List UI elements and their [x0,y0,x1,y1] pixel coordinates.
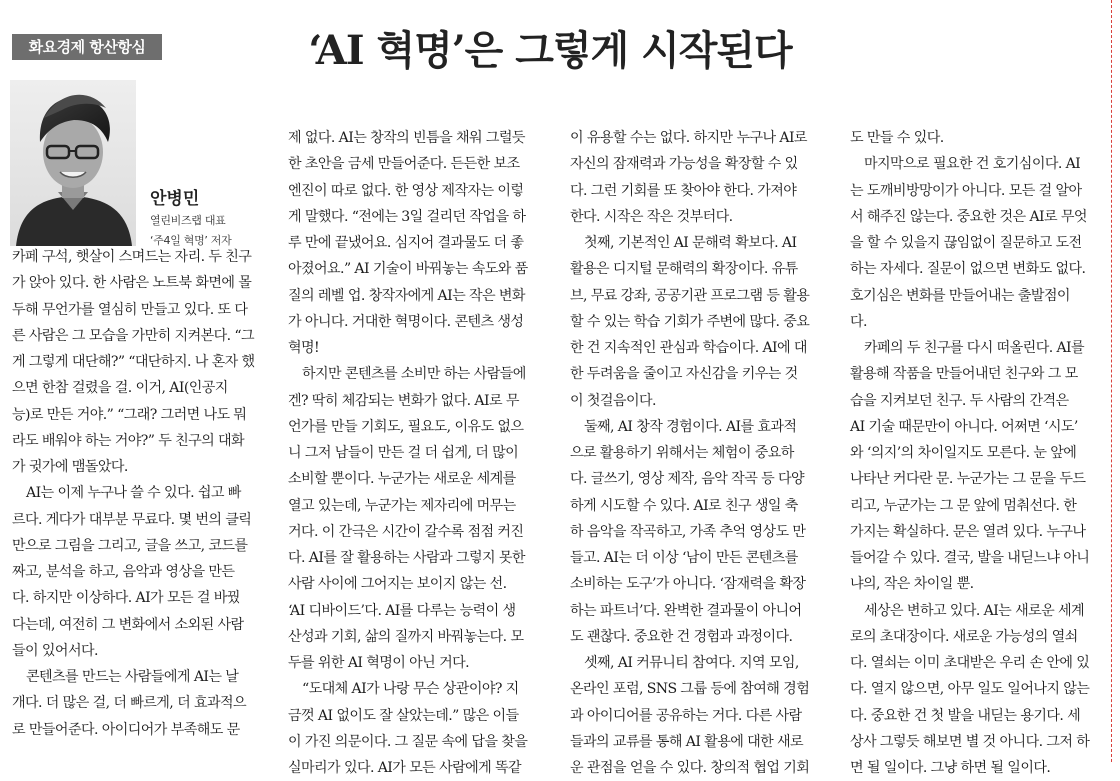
text-line: 능)로 만든 거야.” “그래? 그러면 나도 뭐 [12,406,247,423]
text-line: 거다. 이 간극은 시간이 갈수록 점점 커진 [288,523,524,540]
text-line: 하지만 콘텐츠를 소비만 하는 사람들에 [302,366,526,383]
text-line: 둘째, AI 창작 경험이다. AI를 효과적 [584,418,797,435]
text-line: “도대체 AI가 나랑 무슨 상관이야? 지 [302,681,519,698]
text-line: 는 도깨비방망이가 아니다. 모든 걸 알아 [850,182,1082,199]
text-line: 세상은 변하고 있다. AI는 새로운 세계 [864,602,1085,619]
text-line: 만으로 그림을 그리고, 글을 쓰고, 코드를 [12,537,248,554]
text-line: 과 아이디어를 공유하는 거다. 다른 사람 [570,707,802,724]
text-line: 한다. 시작은 작은 것부터다. [570,208,733,225]
text-line: 도 괜찮다. 중요한 건 경험과 과정이다. [570,628,793,645]
text-line: 다. 하지만 이상하다. AI가 모든 걸 바꿨 [12,590,240,607]
text-line: 들고. AI는 더 이상 ‘남이 만든 콘텐츠를 [570,550,798,566]
text-line: 으로 활용하기 위해서는 체험이 중요하 [570,445,794,461]
text-line: 니 그저 남들이 만든 걸 더 쉽게, 더 많이 [288,445,519,461]
text-line: 하는 자세다. 질문이 없으면 변화도 없다. [850,261,1086,278]
text-line: 게 그렇게 대단해?” “대단하지. 나 혼자 했 [12,354,255,370]
text-line: 다. 열지 않으면, 아무 일도 일어나지 않는 [850,681,1090,698]
text-line: 온라인 포럼, SNS 그룹 등에 참여해 경험 [570,681,810,698]
text-line: 겐? 딱히 체감되는 변화가 없다. AI로 무 [288,392,519,409]
text-line: 짜고, 분석을 하고, 음악과 영상을 만든 [12,564,235,580]
text-line: ‘AI 디바이드’다. AI를 다루는 능력이 생 [288,602,516,619]
text-line: 실마리가 있다. AI가 모든 사람에게 똑같 [288,760,522,776]
text-line: 들이 있어서다. [12,642,98,659]
text-line: 다. [850,313,867,330]
article-column-2 [288,125,550,776]
article-column-3 [570,125,832,776]
text-line: 다. 열쇠는 이미 초대받은 우리 손 안에 있 [850,655,1090,671]
text-line: 한 두려움을 줄이고 자신감을 키우는 것 [570,366,798,383]
text-line: 하는 파트너’다. 완벽한 결과물이 아니어 [570,602,802,619]
text-line: 르다. 게다가 대부분 무료다. 몇 번의 클릭 [12,511,252,528]
text-line: 을 할 수 있을지 끊임없이 질문하고 도전 [850,235,1082,251]
text-line: 다. 글쓰기, 영상 제작, 음악 작곡 등 다양 [570,471,805,488]
text-line: 다. 중요한 건 첫 발을 내딛는 용기다. 세 [850,707,1081,724]
text-line: 엔진이 따로 없다. 한 영상 제작자는 이렇 [288,182,524,199]
text-line: 로의 초대장이다. 새로운 가능성의 열쇠 [850,628,1078,645]
text-line: 두를 위한 AI 혁명이 아닌 거다. [288,655,469,671]
text-line: 금껏 AI 없이도 잘 살았는데.” 많은 이들 [288,707,519,724]
text-line: 콘텐츠를 만드는 사람들에게 AI는 날 [26,669,239,685]
text-line: 리고, 누군가는 그 문 앞에 멈춰선다. 한 [850,497,1077,514]
text-line: 면 될 일이다. 그냥 하면 될 일이다. [850,760,1051,776]
text-line: 가지는 확실하다. 문은 열려 있다. 누구나 [850,523,1086,540]
text-line: 브, 무료 강좌, 공공기관 프로그램 등 활용 [570,287,810,304]
text-line: 다는데, 여전히 그 변화에서 소외된 사람 [12,616,244,633]
text-line: 질의 레벨 업. 창작자에게 AI는 작은 변화 [288,287,525,304]
article-column-1 [12,244,274,762]
text-line: 라도 배워야 하는 거야?” 두 친구의 대화 [12,432,245,449]
text-line: 소비할 뿐이다. 누군가는 새로운 세계를 [288,471,516,488]
text-line: 이 가진 의문이다. 그 질문 속에 답을 찾을 [288,733,528,750]
text-line: 른 사람은 그 모습을 가만히 지켜본다. “그 [12,327,254,344]
text-line: 할 수 있는 학습 기회가 주변에 많다. 중요 [570,313,810,330]
text-line: 하게 시도할 수 있다. AI로 친구 생일 축 [570,497,798,514]
text-line: 습을 지켜보던 친구. 두 사람의 간격은 [850,392,1069,409]
text-line: 이 유용할 수는 없다. 하지만 누구나 AI로 [570,130,807,146]
text-line: 한 초안을 금세 만들어준다. 든든한 보조 [288,156,520,173]
text-line: 카페 구석, 햇살이 스며드는 자리. 두 친구 [12,249,252,265]
text-line: 활용은 디지털 문해력의 확장이다. 유튜 [570,261,798,278]
author-book: ‘주4일 혁명’ 저자 [150,234,232,247]
text-line: 소비하는 도구’가 아니다. ‘잠재력을 확장 [570,576,806,593]
text-line: 호기심은 변화를 만들어내는 출발점이 [850,287,1070,304]
text-line: 두해 무언가를 열심히 만들고 있다. 또 다 [12,301,248,318]
text-line: 나타난 커다란 문. 누군가는 그 문을 두드 [850,471,1086,488]
text-line: 가 귓가에 맴돌았다. [12,459,128,475]
text-line: 도 만들 수 있다. [850,130,944,146]
author-portrait [10,80,136,246]
text-line: 산성과 기회, 삶의 질까지 바꿔놓는다. 모 [288,628,524,645]
text-line: 로 만들어준다. 아이디어가 부족해도 문 [12,721,240,738]
text-line: 으면 한참 걸렸을 걸. 이거, AI(인공지 [12,380,228,397]
text-line: 첫째, 기본적인 AI 문해력 확보다. AI [584,235,797,251]
text-line: 루 만에 끝냈어요. 심지어 결과물도 더 좋 [288,235,524,251]
text-line: 서 해주진 않는다. 중요한 것은 AI로 무엇 [850,208,1087,225]
text-line: 이 첫걸음이다. [570,392,656,409]
author-name: 안병민 [150,189,200,209]
text-line: 와 ‘의지’의 차이일지도 모른다. 눈 앞에 [850,445,1077,461]
text-line: 한 건 지속적인 관심과 학습이다. AI에 대 [570,340,807,356]
text-line: 하 음악을 작곡하고, 가족 추억 영상도 만 [570,523,806,540]
text-line: 아졌어요.” AI 기술이 바꿔놓는 속도와 품 [288,261,528,278]
text-line: 자신의 잠재력과 가능성을 확장할 수 있 [570,156,798,173]
text-line: 다. AI를 잘 활용하는 사람과 그렇지 못한 [288,550,525,566]
text-line: 제 없다. AI는 창작의 빈틈을 채워 그럴듯 [288,130,525,146]
text-line: AI는 이제 누구나 쓸 수 있다. 쉽고 빠 [26,485,241,502]
text-line: 냐의, 작은 차이일 뿐. [850,576,974,593]
text-line: 게 말했다. “전에는 3일 걸리던 작업을 하 [288,208,526,225]
text-line: 가 앉아 있다. 한 사람은 노트북 화면에 몰 [12,275,252,292]
author-role: 열린비즈랩 대표 [150,214,226,227]
article-column-4 [850,125,1112,776]
text-line: 들과의 교류를 통해 AI 활용에 대한 새로 [570,733,804,750]
text-line: 들어갈 수 있다. 결국, 발을 내딛느냐 아니 [850,550,1090,566]
text-line: 카페의 두 친구를 다시 떠올린다. AI를 [864,340,1085,356]
text-line: 사람 사이에 그어지는 보이지 않는 선. [288,576,507,593]
page-edge-rule [1111,0,1112,762]
text-line: 개다. 더 많은 걸, 더 빠르게, 더 효과적으 [12,695,247,712]
section-tag: 화요경제 항산항심 [12,34,162,60]
text-line: 마지막으로 필요한 건 호기심이다. AI [864,156,1081,173]
author-photo [10,80,136,246]
text-line: 가 아니다. 거대한 혁명이다. 콘텐츠 생성 [288,313,524,330]
text-line: 운 관점을 얻을 수 있다. 창의적 협업 기회 [570,760,810,776]
text-line: 다. 그런 기회를 또 찾아야 한다. 가져야 [570,182,797,199]
text-line: 혁명! [288,340,320,356]
text-line: 셋째, AI 커뮤니티 참여다. 지역 모임, [584,655,799,671]
text-line: 상사 그렇듯 해보면 별 것 아니다. 그저 하 [850,733,1090,750]
text-line: 언가를 만들 기회도, 필요도, 이유도 없으 [288,418,524,435]
text-line: AI 기술 때문만이 아니다. 어쩌면 ‘시도’ [850,418,1078,435]
article-headline: ‘AI 혁명’은 그렇게 시작된다 [308,27,792,74]
text-line: 활용해 작품을 만들어내던 친구와 그 모 [850,366,1078,383]
text-line: 열고 있는데, 누군가는 제자리에 머무는 [288,497,516,514]
